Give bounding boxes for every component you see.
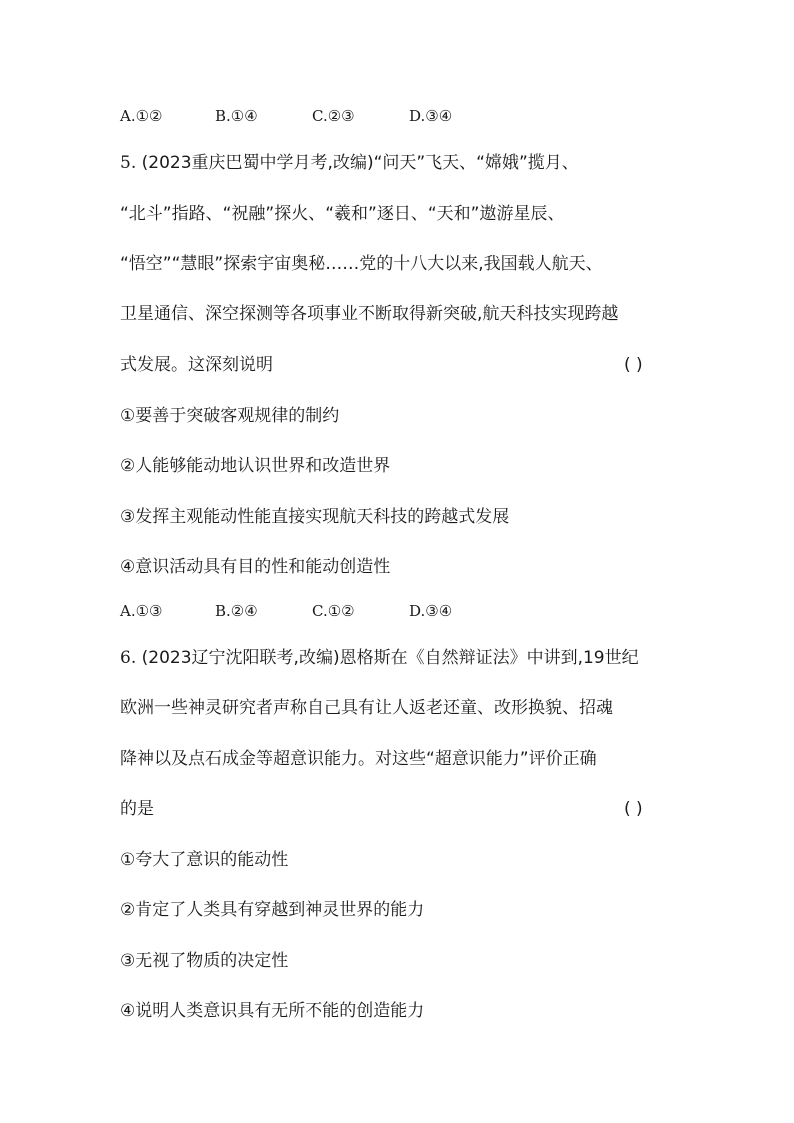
q5-stem-line-2: “北斗”指路、“祝融”探火、“羲和”逐日、“天和”遨游星辰、 bbox=[120, 204, 565, 224]
q4-option-a: A.①② bbox=[120, 107, 163, 125]
q6-stem-line-4: 的是 bbox=[120, 799, 154, 819]
q5-stem-text-1: (2023重庆巴蜀中学月考,改编)“问天”飞天、“嫦娥”揽月、 bbox=[141, 153, 579, 173]
q5-answer-paren: ( ) bbox=[624, 355, 643, 375]
q4-option-b: B.①④ bbox=[215, 107, 258, 125]
q5-statement-3: ③发挥主观能动性能直接实现航天科技的跨越式发展 bbox=[120, 507, 510, 527]
q6-answer-paren: ( ) bbox=[624, 799, 643, 819]
q5-number: 5. bbox=[120, 153, 137, 173]
q6-statement-1: ①夸大了意识的能动性 bbox=[120, 850, 289, 870]
q4-option-d: D.③④ bbox=[409, 107, 453, 125]
q6-number: 6. bbox=[120, 648, 137, 668]
q6-stem-line-1 bbox=[120, 647, 639, 669]
q5-stem-line-5: 式发展。这深刻说明 bbox=[120, 355, 273, 375]
q5-stem-line-4: 卫星通信、深空探测等各项事业不断取得新突破,航天科技实现跨越 bbox=[120, 304, 619, 324]
q5-option-b: B.②④ bbox=[215, 602, 258, 620]
q5-statement-4: ④意识活动具有目的性和能动创造性 bbox=[120, 557, 391, 577]
q5-option-d: D.③④ bbox=[409, 602, 453, 620]
q5-option-a: A.①③ bbox=[120, 602, 163, 620]
q5-statement-2: ②人能够能动地认识世界和改造世界 bbox=[120, 456, 391, 476]
q5-stem-line-1 bbox=[120, 152, 579, 174]
q4-option-c: C.②③ bbox=[312, 107, 355, 125]
q5-statement-1: ①要善于突破客观规律的制约 bbox=[120, 406, 340, 426]
q6-stem-line-2: 欧洲一些神灵研究者声称自己具有让人返老还童、改形换貌、招魂 bbox=[120, 698, 613, 718]
q6-stem-line-3: 降神以及点石成金等超意识能力。对这些“超意识能力”评价正确 bbox=[120, 749, 597, 769]
q5-stem-line-3: “悟空”“慧眼”探索宇宙奥秘……党的十八大以来,我国载人航天、 bbox=[120, 254, 603, 274]
q6-statement-3: ③无视了物质的决定性 bbox=[120, 951, 289, 971]
q6-stem-text-1: (2023辽宁沈阳联考,改编)恩格斯在《自然辩证法》中讲到,19世纪 bbox=[141, 648, 639, 668]
q5-option-c: C.①② bbox=[312, 602, 355, 620]
q6-statement-4: ④说明人类意识具有无所不能的创造能力 bbox=[120, 1001, 425, 1021]
q6-statement-2: ②肯定了人类具有穿越到神灵世界的能力 bbox=[120, 900, 425, 920]
